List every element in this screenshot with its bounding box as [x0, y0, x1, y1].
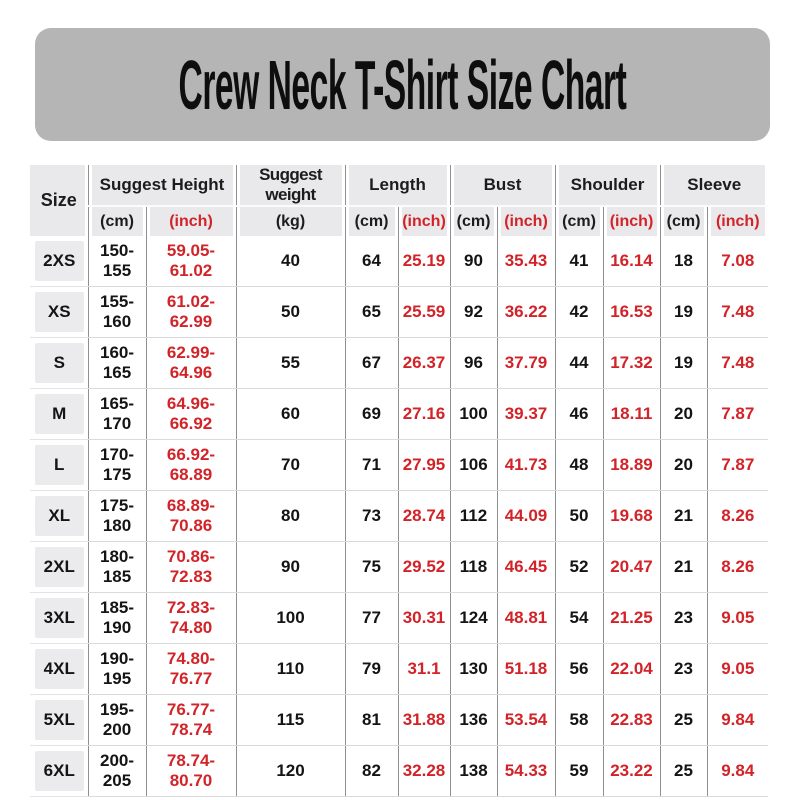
sleeve-inch-cell: 7.87: [707, 440, 768, 491]
height-inch-cell: 68.89-70.86: [146, 491, 236, 542]
size-cell: [30, 236, 88, 287]
shoulder-inch-cell: 23.22: [603, 746, 660, 797]
page-title: Crew Neck T-Shirt Size Chart: [178, 45, 627, 124]
size-label: XL: [35, 496, 84, 536]
sleeve-cm-cell: 19: [660, 338, 707, 389]
unit-header-shoulder-cm: (cm): [555, 206, 603, 236]
size-cell: [30, 542, 88, 593]
sleeve-cm-cell: 20: [660, 389, 707, 440]
weight-kg-cell: 60: [236, 389, 345, 440]
size-cell: [30, 695, 88, 746]
size-label: S: [35, 343, 84, 383]
bust-cm-cell: 136: [450, 695, 497, 746]
size-cell: [30, 644, 88, 695]
weight-kg-cell: 110: [236, 644, 345, 695]
shoulder-cm-cell: 42: [555, 287, 603, 338]
bust-cm-cell: 112: [450, 491, 497, 542]
shoulder-cm-cell: 58: [555, 695, 603, 746]
shoulder-inch-cell: 20.47: [603, 542, 660, 593]
size-cell: [30, 338, 88, 389]
height-cm-cell: 150-155: [88, 236, 146, 287]
length-cm-cell: 71: [345, 440, 398, 491]
height-inch-cell: 72.83-74.80: [146, 593, 236, 644]
sleeve-cm-cell: 19: [660, 287, 707, 338]
length-cm-cell: 82: [345, 746, 398, 797]
sleeve-inch-cell: 9.05: [707, 593, 768, 644]
sleeve-inch-cell: 7.48: [707, 287, 768, 338]
table-header: [30, 165, 768, 236]
unit-header-weight-kg: (kg): [236, 206, 345, 236]
shoulder-cm-cell: 54: [555, 593, 603, 644]
size-cell: [30, 746, 88, 797]
table-row: [30, 287, 768, 338]
col-header-size: Size: [30, 165, 88, 236]
table-row: [30, 644, 768, 695]
height-inch-cell: 64.96-66.92: [146, 389, 236, 440]
size-table-body: [30, 236, 768, 797]
height-cm-cell: 200-205: [88, 746, 146, 797]
weight-kg-cell: 120: [236, 746, 345, 797]
height-cm-cell: 160-165: [88, 338, 146, 389]
size-label: 5XL: [35, 700, 84, 740]
length-cm-cell: 73: [345, 491, 398, 542]
table-row: [30, 491, 768, 542]
weight-kg-cell: 50: [236, 287, 345, 338]
bust-cm-cell: 90: [450, 236, 497, 287]
weight-kg-cell: 55: [236, 338, 345, 389]
height-cm-cell: 195-200: [88, 695, 146, 746]
sleeve-inch-cell: 9.05: [707, 644, 768, 695]
length-inch-cell: 31.1: [398, 644, 450, 695]
height-cm-cell: 165-170: [88, 389, 146, 440]
shoulder-inch-cell: 16.53: [603, 287, 660, 338]
table-row: [30, 746, 768, 797]
bust-inch-cell: 53.54: [497, 695, 555, 746]
shoulder-inch-cell: 19.68: [603, 491, 660, 542]
length-cm-cell: 65: [345, 287, 398, 338]
unit-header-bust-cm: (cm): [450, 206, 497, 236]
bust-cm-cell: 92: [450, 287, 497, 338]
height-inch-cell: 59.05-61.02: [146, 236, 236, 287]
sleeve-cm-cell: 18: [660, 236, 707, 287]
height-cm-cell: 170-175: [88, 440, 146, 491]
height-inch-cell: 61.02-62.99: [146, 287, 236, 338]
bust-inch-cell: 39.37: [497, 389, 555, 440]
col-header-sleeve: Sleeve: [660, 165, 768, 206]
col-header-suggest-height: Suggest Height: [88, 165, 236, 206]
shoulder-cm-cell: 46: [555, 389, 603, 440]
weight-kg-cell: 100: [236, 593, 345, 644]
size-label: 6XL: [35, 751, 84, 791]
length-cm-cell: 67: [345, 338, 398, 389]
size-cell: [30, 389, 88, 440]
table-row: [30, 695, 768, 746]
unit-header-height-inch: (inch): [146, 206, 236, 236]
unit-header-length-cm: (cm): [345, 206, 398, 236]
bust-inch-cell: 51.18: [497, 644, 555, 695]
shoulder-inch-cell: 22.83: [603, 695, 660, 746]
length-inch-cell: 32.28: [398, 746, 450, 797]
bust-cm-cell: 124: [450, 593, 497, 644]
length-cm-cell: 79: [345, 644, 398, 695]
size-chart-table: [30, 165, 768, 797]
bust-cm-cell: 118: [450, 542, 497, 593]
length-inch-cell: 31.88: [398, 695, 450, 746]
sleeve-inch-cell: 8.26: [707, 542, 768, 593]
height-inch-cell: 78.74-80.70: [146, 746, 236, 797]
size-label: 2XS: [35, 241, 84, 281]
shoulder-inch-cell: 17.32: [603, 338, 660, 389]
shoulder-inch-cell: 18.11: [603, 389, 660, 440]
bust-inch-cell: 37.79: [497, 338, 555, 389]
height-cm-cell: 180-185: [88, 542, 146, 593]
table-row: [30, 440, 768, 491]
unit-header-bust-inch: (inch): [497, 206, 555, 236]
shoulder-inch-cell: 16.14: [603, 236, 660, 287]
height-cm-cell: 175-180: [88, 491, 146, 542]
table-row: [30, 338, 768, 389]
weight-kg-cell: 80: [236, 491, 345, 542]
bust-cm-cell: 130: [450, 644, 497, 695]
unit-header-sleeve-cm: (cm): [660, 206, 707, 236]
sleeve-cm-cell: 25: [660, 695, 707, 746]
unit-header-length-inch: (inch): [398, 206, 450, 236]
bust-inch-cell: 35.43: [497, 236, 555, 287]
unit-header-height-cm: (cm): [88, 206, 146, 236]
bust-cm-cell: 106: [450, 440, 497, 491]
size-label: 4XL: [35, 649, 84, 689]
bust-inch-cell: 54.33: [497, 746, 555, 797]
shoulder-cm-cell: 59: [555, 746, 603, 797]
bust-inch-cell: 41.73: [497, 440, 555, 491]
col-header-shoulder: Shoulder: [555, 165, 660, 206]
bust-cm-cell: 100: [450, 389, 497, 440]
bust-cm-cell: 138: [450, 746, 497, 797]
shoulder-cm-cell: 44: [555, 338, 603, 389]
length-inch-cell: 27.16: [398, 389, 450, 440]
height-cm-cell: 155-160: [88, 287, 146, 338]
col-header-length: Length: [345, 165, 450, 206]
height-inch-cell: 74.80-76.77: [146, 644, 236, 695]
weight-kg-cell: 40: [236, 236, 345, 287]
sleeve-cm-cell: 21: [660, 491, 707, 542]
weight-kg-cell: 70: [236, 440, 345, 491]
sleeve-inch-cell: 9.84: [707, 746, 768, 797]
shoulder-inch-cell: 21.25: [603, 593, 660, 644]
height-inch-cell: 76.77-78.74: [146, 695, 236, 746]
weight-kg-cell: 115: [236, 695, 345, 746]
sleeve-cm-cell: 23: [660, 593, 707, 644]
height-inch-cell: 66.92-68.89: [146, 440, 236, 491]
bust-inch-cell: 46.45: [497, 542, 555, 593]
shoulder-cm-cell: 56: [555, 644, 603, 695]
sleeve-cm-cell: 23: [660, 644, 707, 695]
size-cell: [30, 287, 88, 338]
header-group-row: [30, 165, 768, 206]
length-cm-cell: 75: [345, 542, 398, 593]
sleeve-inch-cell: 9.84: [707, 695, 768, 746]
bust-cm-cell: 96: [450, 338, 497, 389]
header-unit-row: [30, 206, 768, 236]
size-label: L: [35, 445, 84, 485]
length-cm-cell: 81: [345, 695, 398, 746]
table-row: [30, 236, 768, 287]
shoulder-cm-cell: 50: [555, 491, 603, 542]
height-cm-cell: 185-190: [88, 593, 146, 644]
sleeve-inch-cell: 7.48: [707, 338, 768, 389]
size-label: 2XL: [35, 547, 84, 587]
sleeve-inch-cell: 8.26: [707, 491, 768, 542]
table-row: [30, 389, 768, 440]
length-inch-cell: 25.19: [398, 236, 450, 287]
sleeve-cm-cell: 21: [660, 542, 707, 593]
sleeve-inch-cell: 7.87: [707, 389, 768, 440]
size-label: M: [35, 394, 84, 434]
table-row: [30, 542, 768, 593]
shoulder-cm-cell: 41: [555, 236, 603, 287]
size-cell: [30, 440, 88, 491]
shoulder-cm-cell: 48: [555, 440, 603, 491]
length-inch-cell: 25.59: [398, 287, 450, 338]
weight-kg-cell: 90: [236, 542, 345, 593]
bust-inch-cell: 48.81: [497, 593, 555, 644]
size-label: 3XL: [35, 598, 84, 638]
shoulder-cm-cell: 52: [555, 542, 603, 593]
col-header-bust: Bust: [450, 165, 555, 206]
bust-inch-cell: 44.09: [497, 491, 555, 542]
length-inch-cell: 29.52: [398, 542, 450, 593]
size-cell: [30, 491, 88, 542]
height-inch-cell: 70.86-72.83: [146, 542, 236, 593]
height-inch-cell: 62.99-64.96: [146, 338, 236, 389]
length-cm-cell: 69: [345, 389, 398, 440]
length-inch-cell: 27.95: [398, 440, 450, 491]
sleeve-cm-cell: 25: [660, 746, 707, 797]
unit-header-shoulder-inch: (inch): [603, 206, 660, 236]
length-inch-cell: 26.37: [398, 338, 450, 389]
length-inch-cell: 28.74: [398, 491, 450, 542]
size-cell: [30, 593, 88, 644]
sleeve-inch-cell: 7.08: [707, 236, 768, 287]
bust-inch-cell: 36.22: [497, 287, 555, 338]
length-cm-cell: 77: [345, 593, 398, 644]
shoulder-inch-cell: 22.04: [603, 644, 660, 695]
length-cm-cell: 64: [345, 236, 398, 287]
size-label: XS: [35, 292, 84, 332]
length-inch-cell: 30.31: [398, 593, 450, 644]
title-banner: [35, 28, 770, 141]
unit-header-sleeve-inch: (inch): [707, 206, 768, 236]
sleeve-cm-cell: 20: [660, 440, 707, 491]
table-row: [30, 593, 768, 644]
height-cm-cell: 190-195: [88, 644, 146, 695]
col-header-suggest-weight: Suggest weight: [236, 165, 345, 206]
shoulder-inch-cell: 18.89: [603, 440, 660, 491]
